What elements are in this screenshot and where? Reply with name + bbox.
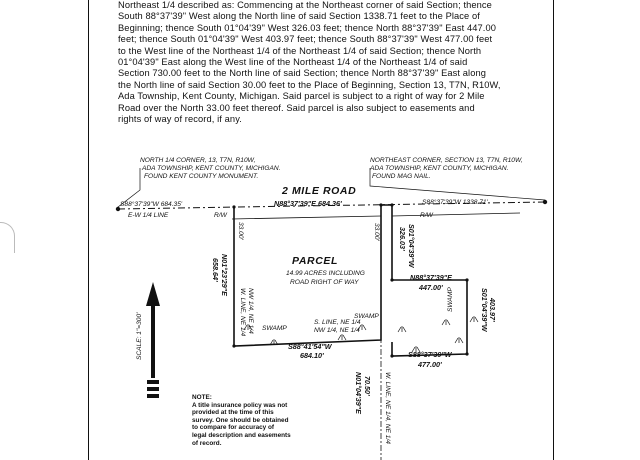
note-line: legal description and easements bbox=[192, 431, 291, 439]
description-line: 01°04'39" East along the West line of the Northeast 1/4 of the Northeast 1/4 of said bbox=[118, 57, 468, 68]
west-side-bearing: N01°23'29"E bbox=[220, 254, 229, 296]
south-west-bearing: S88°41'54"W bbox=[288, 342, 332, 351]
rw-label-east: R/W bbox=[420, 212, 433, 219]
east-upper-bearing: S01°04'39"W bbox=[407, 224, 416, 268]
parcel-area: ROAD RIGHT OF WAY bbox=[290, 279, 359, 286]
middle-bearing: N88°37'39"E bbox=[410, 273, 452, 282]
nw-corner-label: ADA TOWNSHIP, KENT COUNTY, MICHIGAN. bbox=[142, 165, 281, 172]
description-line: Northeast 1/4 described as: Commencing at the Northeast corner of said Section; thence bbox=[118, 0, 492, 10]
north-arrow-icon bbox=[146, 282, 160, 398]
description-line: Road over the North 33.00 feet thereof. Said parcel is also subject to easements and bbox=[118, 102, 475, 113]
w-line-label: NW 1/4, NE 1/4 bbox=[247, 288, 254, 334]
east-upper-distance: 326.03' bbox=[398, 227, 407, 251]
north-mid-bearing: N88°37'39"E 684.36' bbox=[274, 199, 342, 208]
nw-corner-label: NORTH 1/4 CORNER, 13, T7N, R10W, bbox=[140, 157, 256, 164]
south-west-distance: 684.10' bbox=[300, 351, 324, 360]
northeast-corner-marker bbox=[543, 200, 547, 204]
middle-distance: 447.00' bbox=[419, 283, 443, 292]
ne-corner-label: FOUND MAG NAIL. bbox=[372, 173, 431, 180]
description-line: Beginning; thence South 01°04'39" West 326.03 feet; thence North 88°37'39" East 447.00 bbox=[118, 22, 497, 33]
right-of-way-line-east bbox=[392, 213, 520, 216]
north-east-bearing: S88°37'39"W 1338.71' bbox=[422, 199, 488, 206]
s-line-label: S. LINE, NE 1/4 bbox=[314, 319, 361, 326]
row-width-west: 33.00' bbox=[237, 222, 244, 240]
swamp-symbols bbox=[244, 316, 478, 352]
s-line-label: NW 1/4, NE 1/4 bbox=[314, 327, 360, 334]
w-line-label: W. LINE, NE 1/4 bbox=[239, 288, 246, 337]
ne-corner-label: NORTHEAST CORNER, SECTION 13, T7N, R10W, bbox=[370, 157, 523, 164]
description-line: the North line of said Section 30.00 feet to the Place of Beginning, Section 13, T7N, R10W, bbox=[118, 79, 501, 90]
west-side-distance: 658.64' bbox=[211, 258, 220, 282]
rw-label-west: R/W bbox=[214, 212, 227, 219]
parcel-corner-marker bbox=[390, 354, 393, 357]
quarter-line-label: E-W 1/4 LINE bbox=[128, 212, 169, 219]
parcel-corner-marker bbox=[465, 278, 468, 281]
north-west-bearing: S88°37'39"W 684.35' bbox=[120, 201, 183, 208]
scale-label: SCALE: 1"=300' bbox=[136, 312, 143, 360]
nw-corner-label: FOUND KENT COUNTY MONUMENT. bbox=[144, 173, 259, 180]
offset-bearing: N01°04'39"E bbox=[354, 372, 363, 414]
swamp-label: SWAMP bbox=[447, 287, 454, 312]
parcel-area: 14.99 ACRES INCLUDING bbox=[286, 270, 365, 277]
note-line: NOTE: bbox=[192, 394, 212, 401]
swamp-label: SWAMP bbox=[262, 325, 287, 332]
description-line: Section 730.00 feet to the North line of said Section; thence North 88°37'39" East along bbox=[118, 68, 487, 79]
description-line: rights of way of record, if any. bbox=[118, 114, 242, 125]
note-line: survey. One should be obtained bbox=[192, 416, 289, 424]
description-line: South 88°37'39" West along the North line of said Section 1338.71 feet to the Place of bbox=[118, 11, 480, 22]
swamp-label: SWAMP bbox=[354, 313, 379, 320]
survey-note bbox=[192, 394, 302, 447]
east-lower-bearing: S01°04'39"W bbox=[480, 288, 489, 332]
south-east-bearing: S88°37'39"W bbox=[408, 350, 452, 359]
road-name: 2 MILE ROAD bbox=[282, 185, 357, 197]
offset-distance: 70.50' bbox=[363, 376, 372, 396]
parcel-corner-marker bbox=[232, 344, 235, 347]
description-line: to the West line of the Northeast 1/4 of the Northeast 1/4 of said Section; thence North bbox=[118, 45, 482, 56]
note-line: to compare for accuracy of bbox=[192, 424, 275, 432]
east-lower-distance: 403.97' bbox=[488, 298, 497, 322]
description-line: feet; thence South 01°04'39" West 403.97 feet; thence South 88°37'39" West 477.00 feet bbox=[118, 34, 493, 45]
description-line: Ada Township, Kent County, Michigan. Said parcel is subject to a right of way for 2 Mile bbox=[118, 91, 485, 102]
note-line: of record. bbox=[192, 439, 222, 447]
parcel-corner-marker bbox=[465, 352, 468, 355]
right-of-way-line bbox=[232, 216, 381, 219]
row-width-east: 33.00' bbox=[373, 223, 380, 241]
parcel-corner-marker bbox=[390, 203, 393, 206]
ne-corner-label: ADA TOWNSHIP, KENT COUNTY, MICHIGAN. bbox=[370, 165, 509, 172]
parcel-corner-marker bbox=[390, 278, 393, 281]
note-line: provided at the time of this bbox=[192, 409, 274, 417]
parcel-corner-marker bbox=[379, 203, 382, 206]
parcel-corner-marker bbox=[232, 205, 235, 208]
parcel-title: PARCEL bbox=[292, 255, 338, 267]
note-line: A title insurance policy was not bbox=[192, 401, 288, 409]
south-east-distance: 477.00' bbox=[418, 360, 442, 369]
ns-line-label: W. LINE, NE 1/4, NE 1/4 bbox=[384, 372, 391, 444]
